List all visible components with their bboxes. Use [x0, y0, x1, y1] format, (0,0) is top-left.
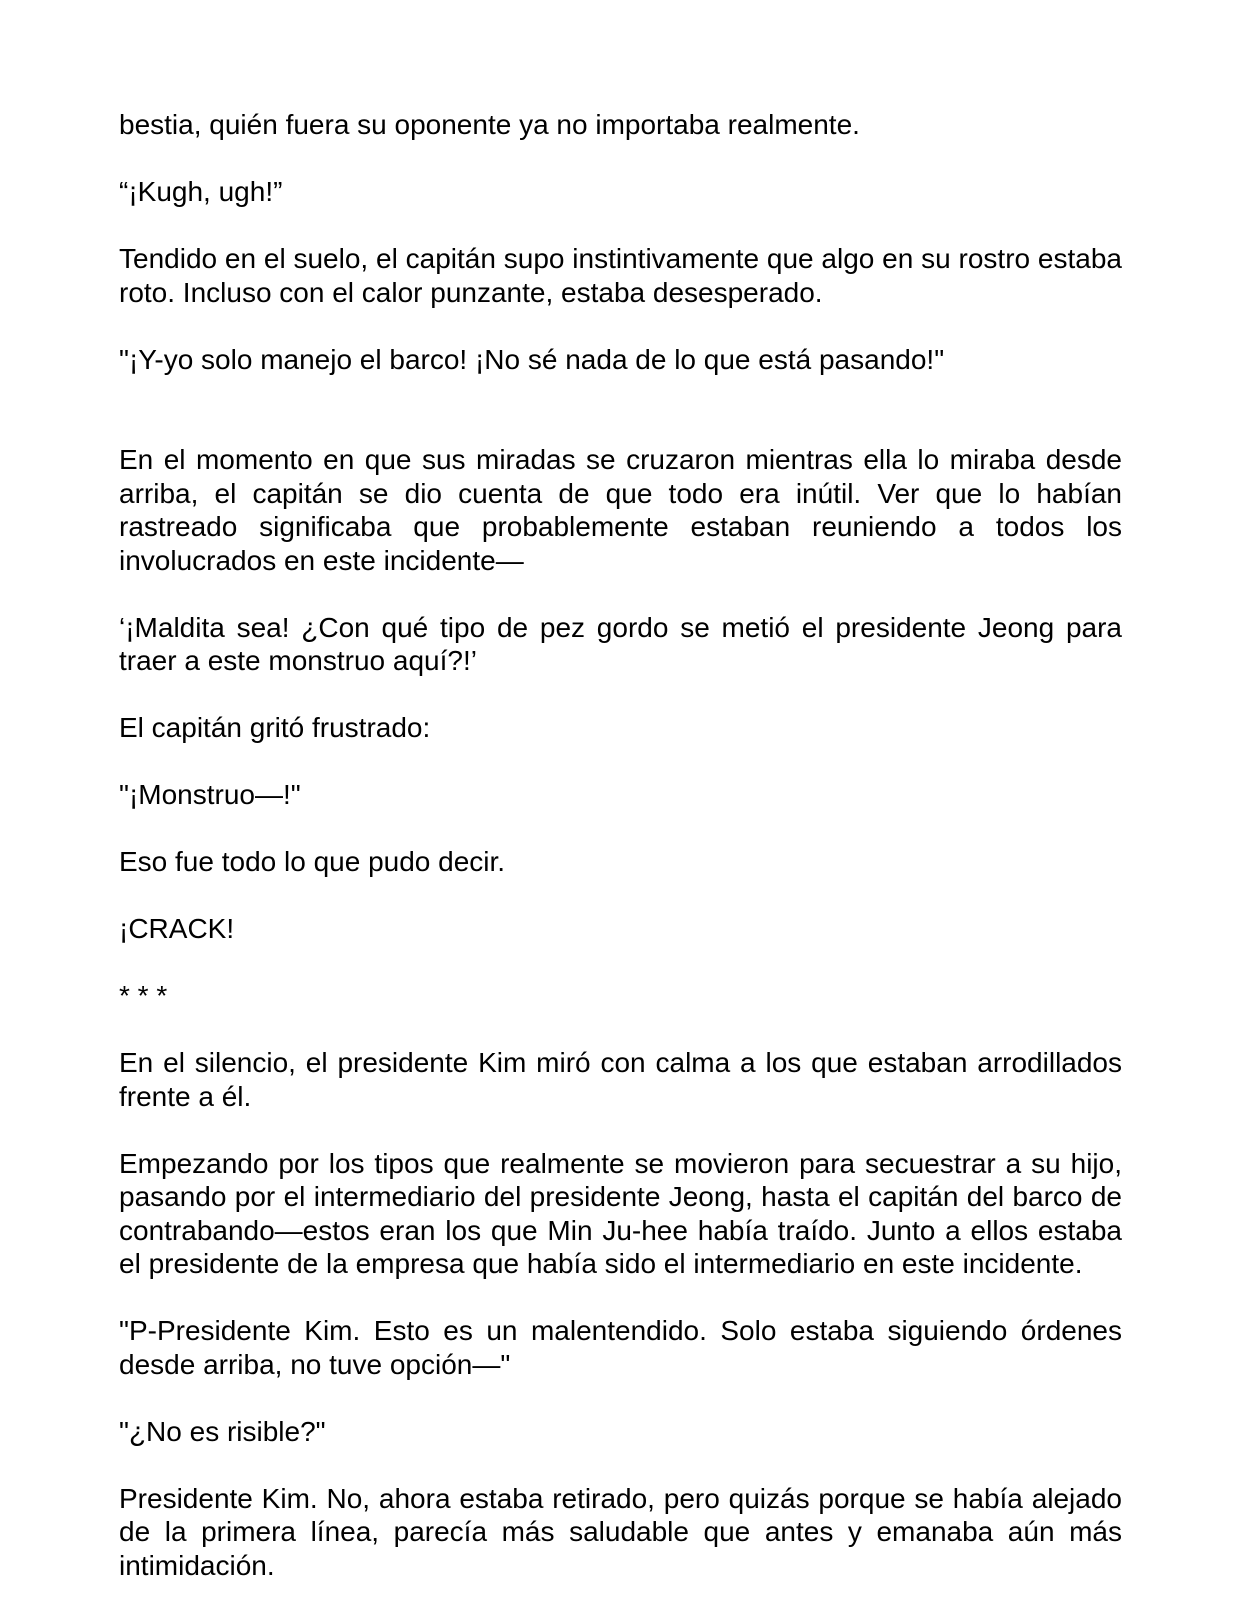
paragraph-4: "¡Y-yo solo manejo el barco! ¡No sé nada de lo que está pasando!" — [119, 343, 945, 375]
paragraph-10: ¡CRACK! — [119, 913, 235, 944]
paragraph-15: "¿No es risible?" — [119, 1415, 326, 1447]
paragraph-12: En el silencio, el presidente Kim miró con calma a los que estaban arrodillados frente a él. — [119, 1047, 1122, 1112]
text-column — [119, 108, 1122, 1616]
paragraph-2: “¡Kugh, ugh!” — [119, 176, 283, 207]
paragraph-6: ‘¡Maldita sea! ¿Con qué tipo de pez gordo se metió el presidente Jeong para traer a este monstruo aquí?!’ — [119, 611, 1122, 676]
paragraph-7: El capitán gritó frustrado: — [119, 712, 431, 743]
paragraph-5: En el momento en que sus miradas se cruzaron mientras ella lo miraba desde arriba, el capitán se dio cuenta de que todo era inútil. Ver que lo habían rastreado significaba que probablemente estaban reuniendo a todos los involucrados en este incidente— — [119, 444, 1122, 576]
paragraph-3: Tendido en el suelo, el capitán supo instintivamente que algo en su rostro estaba roto. Incluso con el calor punzante, estaba desesperado. — [119, 243, 1122, 308]
scene-break: * * * — [119, 980, 168, 1011]
paragraph-9: Eso fue todo lo que pudo decir. — [119, 846, 506, 877]
paragraph-13: Empezando por los tipos que realmente se movieron para secuestrar a su hijo, pasando por el intermediario del presidente Jeong, hasta el capitán del barco de contrabando—estos eran los que Min Ju-hee había traído. Junto a ellos estaba el presidente de la empresa que había sido el intermediario en este incidente. — [119, 1147, 1122, 1279]
paragraph-16: Presidente Kim. No, ahora estaba retirado, pero quizás porque se había alejado de la primera línea, parecía más saludable que antes y emanaba aún más intimidación. — [119, 1482, 1122, 1581]
paragraph-14: "P-Presidente Kim. Esto es un malentendido. Solo estaba siguiendo órdenes desde arriba, no tuve opción—" — [119, 1315, 1122, 1380]
paragraph-1: bestia, quién fuera su oponente ya no importaba realmente. — [119, 109, 860, 140]
paragraph-8: "¡Monstruo—!" — [119, 779, 301, 810]
